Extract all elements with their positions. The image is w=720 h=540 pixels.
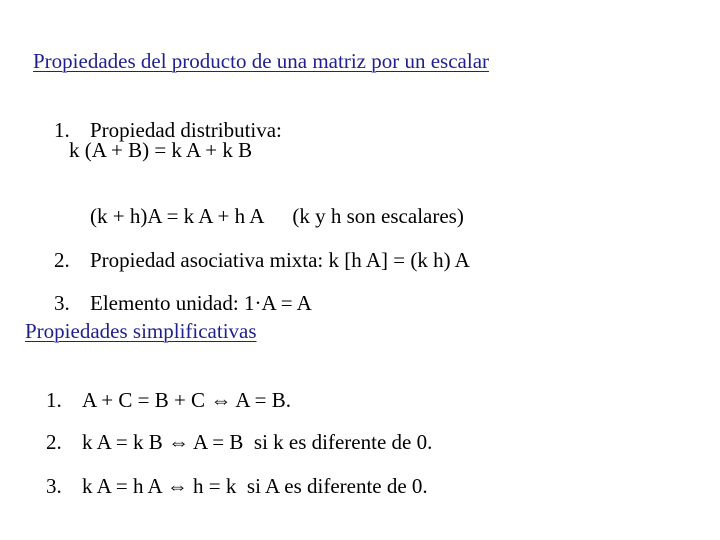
equation-right: A = B si k es diferente de 0.: [193, 430, 433, 454]
equation-left: k A = k B: [82, 430, 163, 454]
item-number: 2.: [54, 248, 70, 272]
item-text: Elemento unidad: 1·A = A: [90, 291, 312, 315]
formula-text: (k + h)A = k A + h A: [90, 204, 265, 228]
item-number: 3.: [46, 474, 62, 498]
equivalence-icon: ⇔: [166, 474, 188, 498]
equation-right: h = k si A es diferente de 0.: [193, 474, 428, 498]
item-text: Propiedad distributiva:: [90, 118, 282, 142]
equation-right: A = B.: [235, 388, 292, 412]
item-text: Propiedad asociativa mixta: k [h A] = (k h) A: [90, 248, 470, 272]
item-number: 1.: [46, 388, 62, 412]
formula-note: (k y h son escalares): [292, 204, 464, 228]
section1-heading: Propiedades del producto de una matriz por un escalar: [33, 49, 490, 73]
equivalence-icon: ⇔: [210, 388, 232, 412]
equation-left: k A = h A: [82, 474, 162, 498]
formula-distributive-matrix: k (A + B) = k A + k B: [69, 138, 253, 162]
item-number: 1.: [54, 118, 70, 142]
equation-left: A + C = B + C: [82, 388, 206, 412]
section2-heading: Propiedades simplificativas: [25, 319, 257, 343]
item-number: 3.: [54, 291, 70, 315]
equivalence-icon: ⇔: [167, 430, 189, 454]
list-item: [25, 450, 428, 522]
item-number: 2.: [46, 430, 62, 454]
